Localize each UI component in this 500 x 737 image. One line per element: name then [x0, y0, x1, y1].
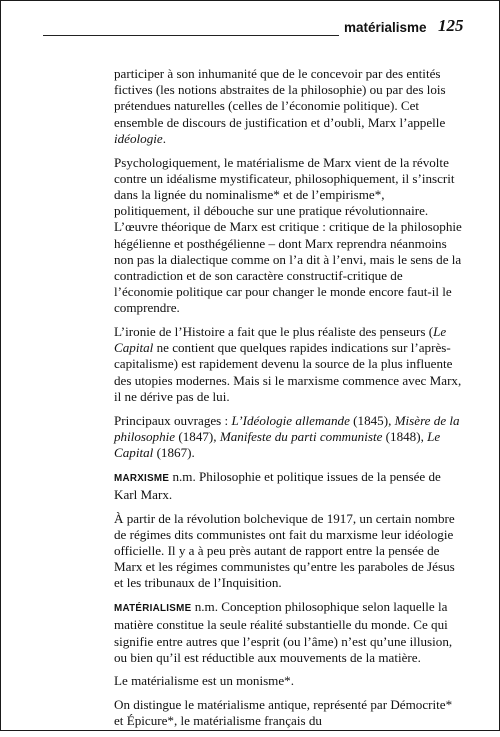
- page-number: 125: [438, 16, 464, 35]
- work-manifeste: Manifeste du parti communiste: [219, 428, 383, 444]
- paragraph-ideologie: participer à son inhumanité que de le concevoir par des entités fictives (les notions abstraites de la philosophie) ou par des lois prétendues naturelles (celles de l’économie politique). Cet ensemble de discours de justification et d’oubli, Marx l’appelle idéologie.: [114, 66, 446, 146]
- paragraph-principaux-ouvrages: Principaux ouvrages : L’Idéologie allemande (1845), Misère de la philosophie (1847), Manifeste du parti communiste (1848), Le Capital (1867).: [114, 412, 460, 460]
- work-misere-philosophie: Misère de la philosophie: [114, 412, 460, 444]
- header-rule: [43, 35, 339, 36]
- emphasis-ideologie: idéologie: [114, 130, 163, 146]
- headword-marxisme: MARXISME: [114, 472, 170, 484]
- paragraph-ironie: L’ironie de l’Histoire a fait que le plus réaliste des penseurs (Le Capital ne contient que quelques rapides indications sur l’après-capitalisme) est rapidement devenu la source de la plus influente des utopies modernes. Mais si le marxisme commence avec Marx, il ne dérive pas de lui.: [114, 324, 462, 404]
- paragraph-materialisme-antique: On distingue le matérialisme antique, représenté par Démocrite* et Épicure*, le matérialisme français du: [114, 697, 453, 729]
- body-text: [114, 66, 462, 737]
- paragraph-revolution-bolchevique: À partir de la révolution bolchevique de 1917, un certain nombre de régimes dits communistes ont fait du marxisme leur idéologie officielle. Il y a à peu près autant de rapport entre la pensée de Marx et les régimes communistes qu’entre les paraboles de Jésus et les tribunaux de l’Inquisition.: [114, 510, 455, 591]
- work-le-capital: Le Capital: [114, 428, 441, 460]
- running-title: matérialisme: [344, 20, 427, 35]
- paragraph-psychologiquement: Psychologiquement, le matérialisme de Marx vient de la révolte contre un idéalisme mystificateur, philosophiquement, il s’inscrit dans la lignée du nominalisme* et de l’empirisme*, politiquement, il débouche sur une pratique révolutionnaire. L’œuvre théorique de Marx est critique : critique de la philosophie hégélienne et posthégélienne – dont Marx reprendra néanmoins non pas la dialectique comme on l’a dit à l’envi, mais le sens de la contradiction et de son caractère constructif-critique de l’économie politique car pour changer le monde encore faut-il le comprendre.: [114, 154, 462, 316]
- title-le-capital: Le Capital: [114, 324, 447, 356]
- entry-marxisme: MARXISME n.m. Philosophie et politique issues de la pensée de Karl Marx.: [114, 468, 441, 502]
- entry-materialisme: MATÉRIALISME n.m. Conception philosophique selon laquelle la matière constitue la seule réalité substantielle du monde. Ce qui signifie entre autres que l’esprit (ou l’âme) n’est qu’une illusion, ou bien qu’il est réductible aux mouvements de la matière.: [114, 599, 453, 665]
- paragraph-monisme: Le matérialisme est un monisme*.: [114, 673, 294, 689]
- work-ideologie-allemande: L’Idéologie allemande: [231, 412, 350, 428]
- headword-materialisme: MATÉRIALISME: [114, 603, 192, 615]
